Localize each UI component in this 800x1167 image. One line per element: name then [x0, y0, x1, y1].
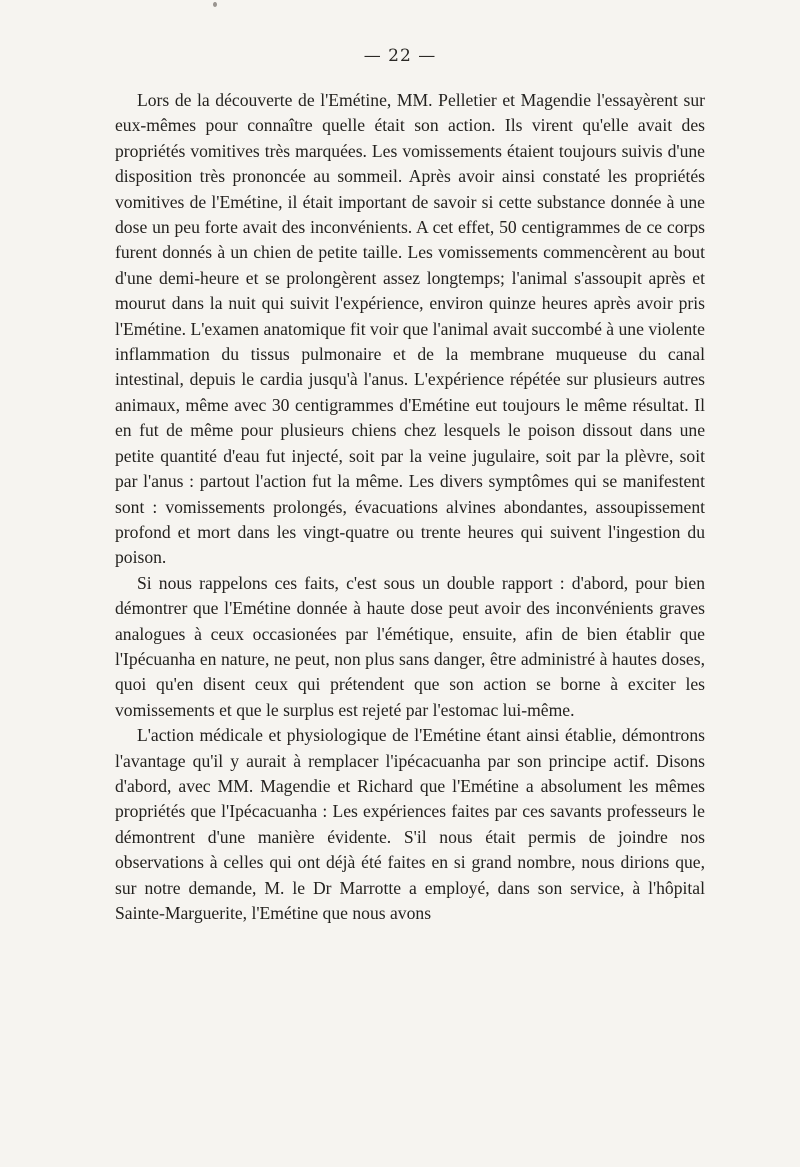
paragraph-1: Lors de la découverte de l'Emétine, MM. Pelletier et Magendie l'essayèrent sur eux-mêmes pour connaître quelle était son action. Ils virent qu'elle avait des propriétés vomitives très marquées. Les vomissements étaient toujours suivis d'une disposition très prononcée au sommeil. Après avoir ainsi constaté les propriétés vomitives de l'Emétine, il était important de savoir si cette substance donnée à une dose un peu forte avait des inconvénients. A cet effet, 50 centigrammes de ce corps furent donnés à un chien de petite taille. Les vomissements commencèrent au bout d'une demi-heure et se prolongèrent assez longtemps; l'animal s'assoupit après et mourut dans la nuit qui suivit l'expérience, environ quinze heures après avoir pris l'Emétine. L'examen anatomique fit voir que l'animal avait succombé à une violente inflammation du tissus pulmonaire et de la membrane muqueuse du canal intestinal, depuis le cardia jusqu'à l'anus. L'expérience répétée sur plusieurs autres animaux, même avec 30 centigrammes d'Emétine eut toujours le même résultat. Il en fut de même pour plusieurs chiens chez lesquels le poison dissout dans une petite quantité d'eau fut injecté, soit par la veine jugulaire, soit par la plèvre, soit par l'anus : partout l'action fut la même. Les divers symptômes qui se manifestent sont : vomissements prolongés, évacuations alvines abondantes, assoupissement profond et mort dans les vingt-quatre ou trente heures qui suivent l'ingestion du poison. — [115, 90, 705, 568]
page-number: — 22 — — [363, 46, 437, 66]
paper-speck — [213, 2, 217, 7]
body-text — [115, 88, 705, 926]
paragraph-3: L'action médicale et physiologique de l'Emétine étant ainsi établie, démontrons l'avantage qu'il y aurait à remplacer l'ipécacuanha par son principe actif. Disons d'abord, avec MM. Magendie et Richard que l'Emétine a absolument les mêmes propriétés que l'Ipécacuanha : Les expériences faites par ces savants professeurs le démontrent d'une manière évidente. S'il nous était permis de joindre nos observations à celles qui ont déjà été faites en si grand nombre, nous dirions que, sur notre demande, M. le Dr Marrotte a employé, dans son service, à l'hôpital Sainte-Marguerite, l'Emétine que nous avons — [115, 725, 705, 923]
paragraph-2: Si nous rappelons ces faits, c'est sous un double rapport : d'abord, pour bien démontrer que l'Emétine donnée à haute dose peut avoir des inconvénients graves analogues à ceux occasionées par l'émétique, ensuite, afin de bien établir que l'Ipécuanha en nature, ne peut, non plus sans danger, être administré à hautes doses, quoi qu'en disent ceux qui prétendent que son action se borne à exciter les vomissements et que le surplus est rejeté par l'estomac lui-même. — [115, 572, 705, 720]
